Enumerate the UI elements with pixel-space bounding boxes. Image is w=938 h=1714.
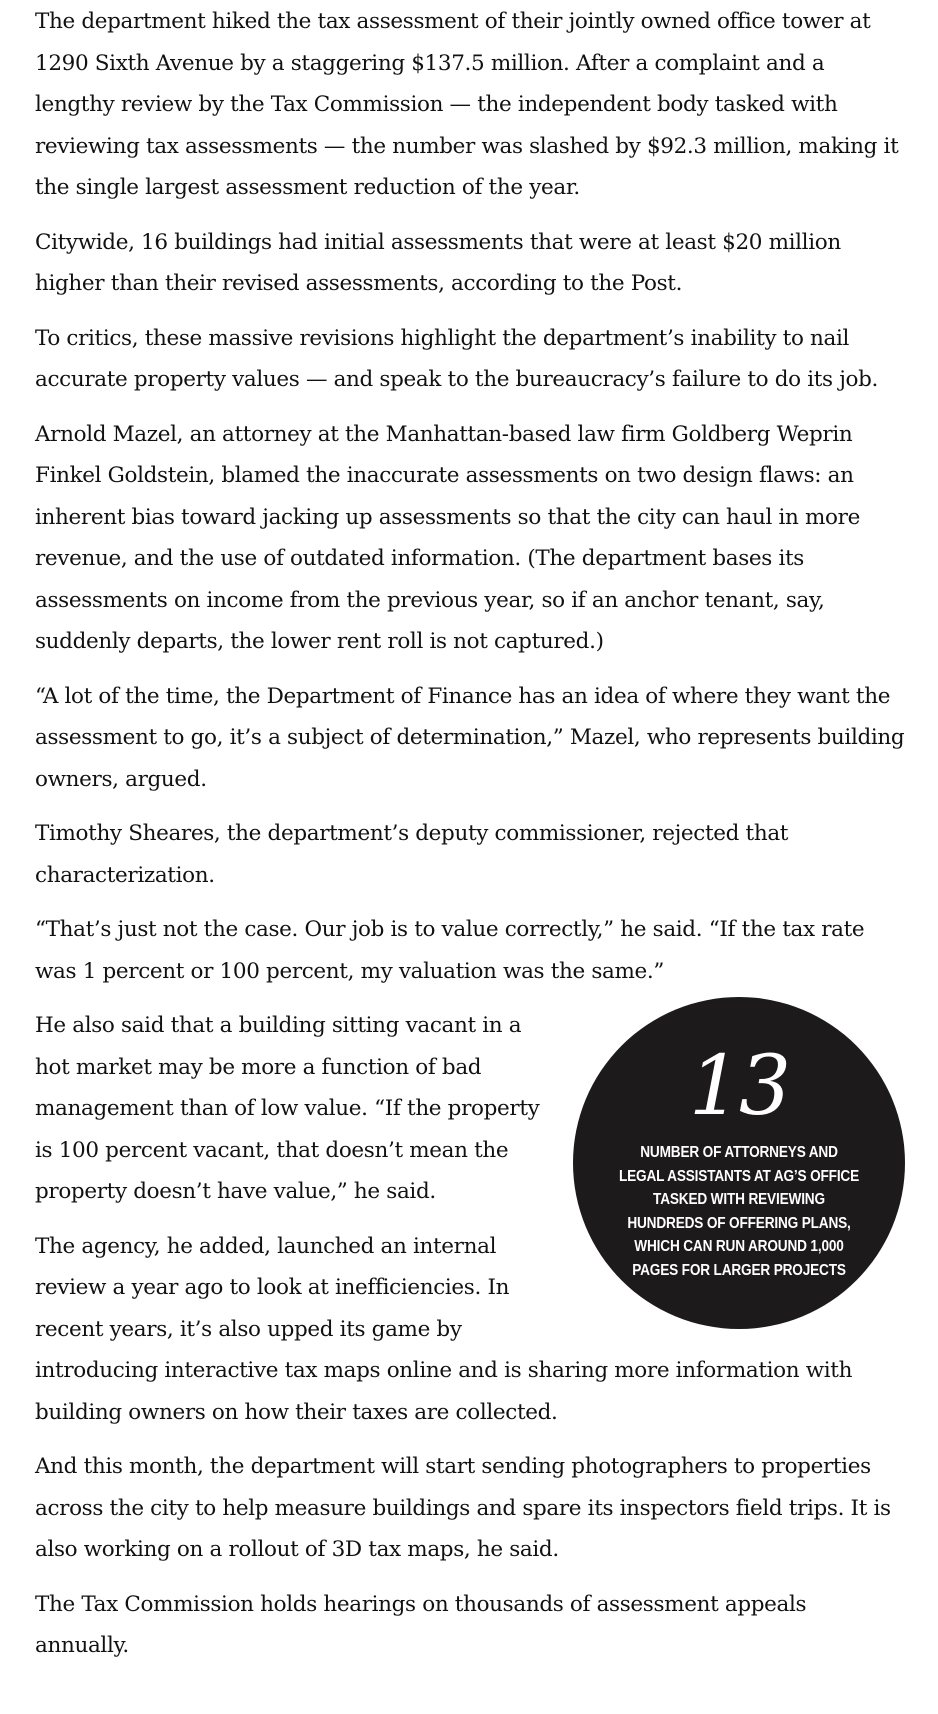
- stat-callout-circle: [573, 997, 905, 1329]
- article-paragraph-11: The Tax Commission holds hearings on thousands of assessment appeals annually.: [35, 1591, 807, 1658]
- article-paragraph-5: “A lot of the time, the Department of Finance has an idea of where they want the assessment to go, it’s a subject of determination,” Mazel, who represents building owners, argued.: [35, 683, 905, 792]
- article-paragraph-8: He also said that a building sitting vacant in a hot market may be more a function of bad management than of low value. “If the property is 100 percent vacant, that doesn’t mean the property doesn’t have value,” he said.: [35, 1013, 540, 1204]
- article-paragraph-3: To critics, these massive revisions highlight the department’s inability to nail accurate property values — and speak to the bureaucracy’s failure to do its job.: [35, 325, 879, 392]
- article-paragraph-9: The agency, he added, launched an internal review a year ago to look at inefficiencies. In recent years, it’s also upped its game by introducing interactive tax maps online and is sharing more information with building owners on how their taxes are collected.: [35, 1233, 853, 1425]
- article-paragraph-10: And this month, the department will start sending photographers to properties across the city to help measure buildings and spare its inspectors field trips. It is also working on a rollout of 3D tax maps, he said.: [35, 1454, 891, 1562]
- article-paragraph-6: Timothy Sheares, the department’s deputy commissioner, rejected that characterization.: [35, 821, 789, 888]
- article-paragraph-2: Citywide, 16 buildings had initial assessments that were at least $20 million higher than their revised assessments, according to the Post.: [35, 229, 841, 296]
- article-paragraph-7: “That’s just not the case. Our job is to value correctly,” he said. “If the tax rate was 1 percent or 100 percent, my valuation was the same.”: [35, 917, 865, 984]
- callout-number: 13: [688, 1039, 790, 1134]
- callout-caption: NUMBER OF ATTORNEYS AND LEGAL ASSISTANTS AT AG’S OFFICE TASKED WITH REVIEWING HUNDREDS OF OFFERING PLANS, WHICH CAN RUN AROUND 1,000 PAGES FOR LARGER PROJECTS: [618, 1144, 860, 1279]
- article-body: [35, 0, 905, 1680]
- article-paragraph-1: The department hiked the tax assessment of their jointly owned office tower at 1290 Sixth Avenue by a staggering $137.5 million. After a complaint and a lengthy review by the Tax Commission — the independent body tasked with reviewing tax assessments — the number was slashed by $92.3 million, making it the single largest assessment reduction of the year.: [35, 9, 899, 200]
- article-paragraph-4: Arnold Mazel, an attorney at the Manhattan-based law firm Goldberg Weprin Finkel Goldstein, blamed the inaccurate assessments on two design flaws: an inherent bias toward jacking up assessments so that the city can haul in more revenue, and the use of outdated information. (The department bases its assessments on income from the previous year, so if an anchor tenant, say, suddenly departs, the lower rent roll is not captured.): [35, 421, 860, 654]
